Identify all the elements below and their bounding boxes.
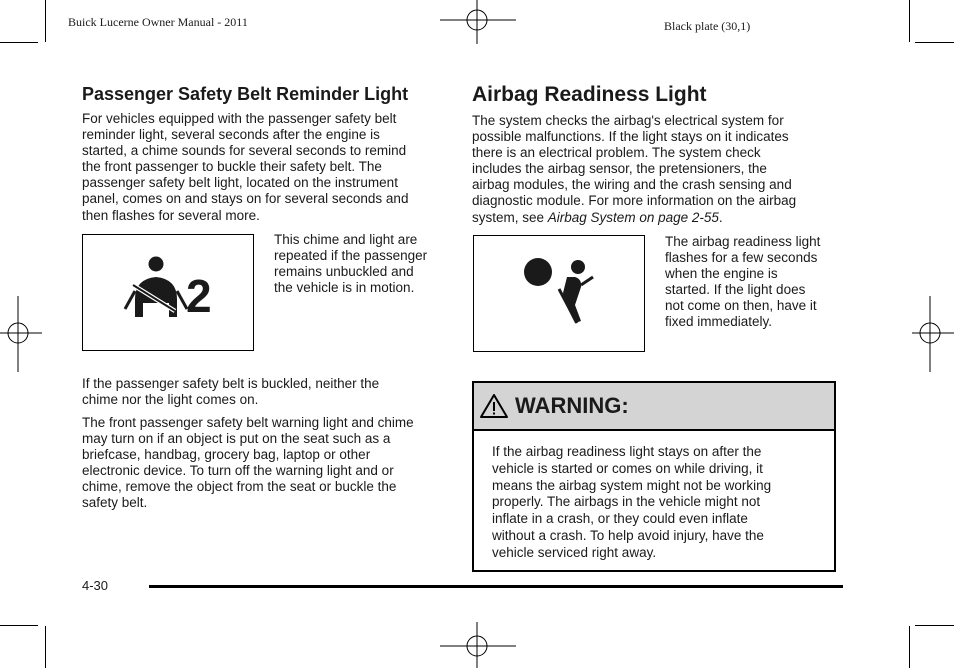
- registration-mark-right: [912, 296, 954, 372]
- registration-mark-left: [0, 296, 42, 372]
- registration-mark-top: [440, 0, 516, 44]
- airbag-system-reference: Airbag System on page 2-55: [547, 209, 719, 225]
- airbag-readiness-icon: [519, 253, 599, 333]
- warning-box: [472, 381, 836, 572]
- airbag-icon-box: [473, 235, 645, 352]
- airbag-light-note: The airbag readiness light flashes for a few seconds when the engine is started. If the light does not come on then, have it fixed immediately.: [665, 234, 821, 330]
- chime-repeat-note: This chime and light are repeated if the passenger remains unbuckled and the vehicle is in motion.: [274, 232, 428, 296]
- buckled-note: If the passenger safety belt is buckled, neither the chime nor the light comes on.: [82, 376, 380, 408]
- footer-rule: [149, 585, 843, 588]
- safety-belt-icon-box: [82, 234, 254, 351]
- warning-title: WARNING:: [515, 393, 629, 418]
- section-heading-airbag: Airbag Readiness Light: [472, 83, 707, 106]
- page-number: 4-30: [82, 578, 109, 593]
- object-on-seat-note: The front passenger safety belt warning light and chime may turn on if an object is put on the seat such as a briefcase, handbag, grocery bag, laptop or other electronic device. To turn off the warning light and or chime, remove the object from the seat or buckle the safety belt.: [82, 415, 414, 511]
- section-heading-safety-belt: Passenger Safety Belt Reminder Light: [82, 84, 409, 104]
- warning-text: If the airbag readiness light stays on after the vehicle is started or comes on while driving, it means the airbag system might not be working properly. The airbags in the vehicle might not inflate in a crash, or they could even inflate without a crash. To help avoid injury, have the vehicle serviced right away.: [492, 444, 772, 560]
- plate-label: Black plate (30,1): [664, 19, 751, 33]
- warning-header: [474, 383, 834, 431]
- warning-triangle-icon: [479, 393, 509, 419]
- manual-title: Buick Lucerne Owner Manual - 2011: [68, 15, 248, 29]
- airbag-intro: The system checks the airbag's electrical system for possible malfunctions. If the light stays on it indicates there is an electrical problem. The system check includes the airbag sensor, the pretensioners, the airbag modules, the wiring and the crash sensing and diagnostic module. For more information on the airbag system, see Airbag System on page 2-55.: [472, 113, 797, 225]
- registration-mark-bottom: [440, 622, 516, 668]
- seat-position-number: 2: [186, 270, 212, 322]
- safety-belt-intro: For vehicles equipped with the passenger safety belt reminder light, several seconds after the engine is started, a chime sounds for several seconds to remind the front passenger to buckle their safety belt. The passenger safety belt light, located on the instrument panel, comes on and stays on for several seconds and then flashes for several more.: [82, 111, 409, 223]
